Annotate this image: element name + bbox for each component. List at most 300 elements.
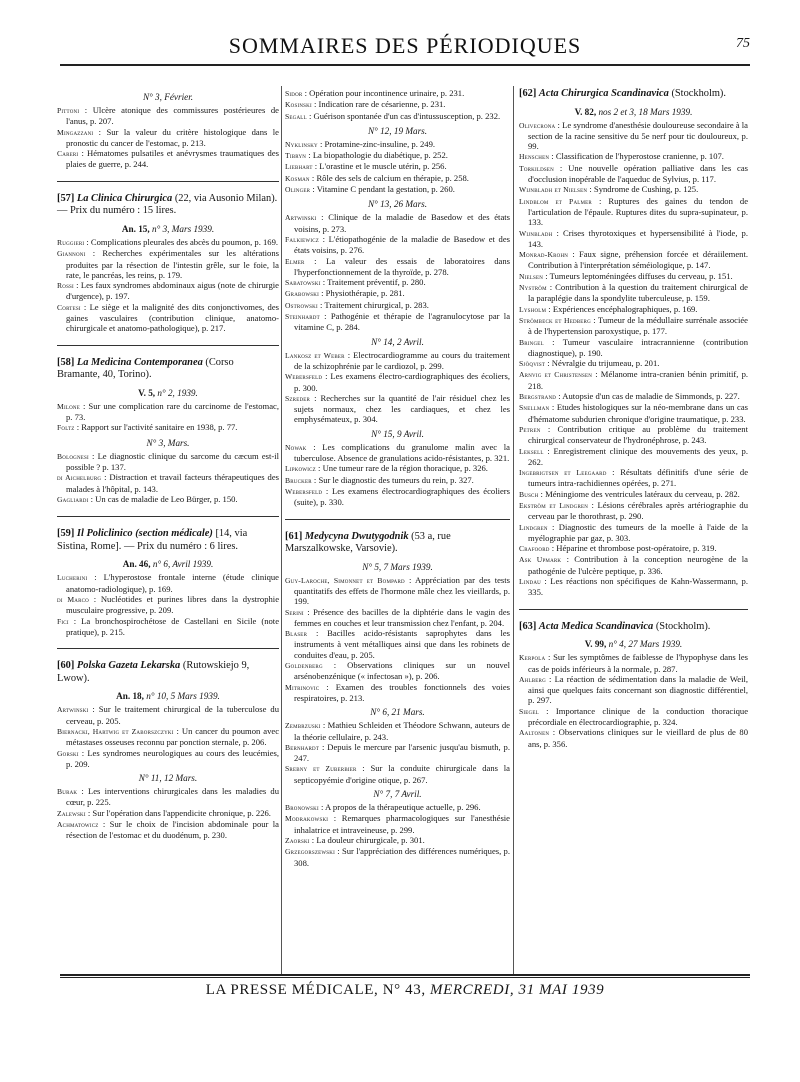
article-author: Bolognesi xyxy=(57,451,89,461)
author-separator: : xyxy=(88,493,96,504)
article-entry xyxy=(57,237,279,248)
article-author: Artwinski xyxy=(285,213,317,223)
article-title: Appréciation par des tests quantitatifs des effets de l'hormone mâle chez les vieillards, p. 199. xyxy=(294,574,510,607)
article-author: Strömbeck et Hedberg xyxy=(519,315,591,325)
issue-number: An. 46, xyxy=(122,559,151,570)
author-separator: : xyxy=(546,303,553,314)
article-title: Contribution critique au problème du traitement chirurgical conservateur de l'hydronéphrose, p. 243. xyxy=(528,423,748,446)
article-title: Mathieu Schleiden et Théodore Schwann, auteurs de la théorie cellulaire, p. 243. xyxy=(294,720,510,742)
author-separator: : xyxy=(546,282,556,293)
article-title: Diagnostic des tumeurs de la moelle à l'aide de la myélographie par gaz, p. 303. xyxy=(528,521,748,543)
issue-date: N° 13, 26 Mars. xyxy=(367,199,428,210)
author-separator: : xyxy=(543,336,563,347)
journal-heading xyxy=(57,193,279,218)
article-entry xyxy=(519,120,748,152)
journal-title: Acta Chirurgica Scandinavica xyxy=(538,88,669,99)
author-separator: : xyxy=(319,741,328,752)
article-author: Zaorski xyxy=(285,835,310,845)
header-rule xyxy=(60,64,750,66)
author-separator: : xyxy=(334,846,342,857)
article-author: Brucker xyxy=(285,475,312,485)
article-entry xyxy=(285,802,510,813)
column-left xyxy=(57,88,279,841)
article-author: Snellman xyxy=(519,403,550,413)
issue-heading xyxy=(57,772,279,784)
author-separator: : xyxy=(319,681,336,692)
column-divider xyxy=(281,86,282,974)
journal-title: Acta Medica Scandinavica xyxy=(538,620,654,632)
article-entry xyxy=(285,660,510,682)
article-title: Vitamine C pendant la gestation, p. 260. xyxy=(316,184,455,195)
article-author: Modrakowski xyxy=(285,814,329,824)
section-separator xyxy=(285,519,510,520)
article-author: Goldenberg xyxy=(285,661,323,671)
article-entry xyxy=(519,554,748,576)
article-author: Serini xyxy=(285,607,304,617)
article-entry xyxy=(285,393,510,425)
article-entry xyxy=(285,742,510,764)
article-title: Examen des troubles fonctionnels des voies respiratoires, p. 213. xyxy=(294,681,511,703)
article-entry xyxy=(285,607,510,629)
article-entry xyxy=(519,522,748,544)
article-entry xyxy=(519,184,748,195)
article-title: Enregistrement clinique des mouvements des yeux, p. 262. xyxy=(528,445,749,467)
article-title: Les réactions non spécifiques de Kahn-Wassermann, p. 335. xyxy=(528,576,748,598)
author-separator: : xyxy=(320,720,328,731)
article-entry xyxy=(285,475,510,486)
author-separator: : xyxy=(404,574,415,585)
author-separator: : xyxy=(303,606,314,617)
journal-number: [57] xyxy=(57,192,75,204)
article-author: Biernacki, Hartwig et Zaborszczyki xyxy=(57,726,174,736)
article-author: Sidor xyxy=(285,89,303,98)
article-title: Les examens électrocardiographiques des écoliers (suite), p. 330. xyxy=(294,485,510,508)
article-title: Traitement chirurgical, p. 283. xyxy=(324,299,429,310)
article-entry xyxy=(285,813,510,835)
author-separator: : xyxy=(540,576,551,587)
article-author: Nyström xyxy=(519,283,547,293)
article-entry xyxy=(285,212,510,234)
issue-date: N° 3, Mars. xyxy=(146,437,190,448)
article-author: Lindau xyxy=(519,577,541,587)
issue-heading xyxy=(285,706,510,718)
journal-title: Polska Gazeta Lekarska xyxy=(76,660,181,672)
author-separator: : xyxy=(88,704,99,715)
author-separator: : xyxy=(606,467,621,478)
article-entry xyxy=(285,835,510,846)
author-separator: : xyxy=(79,105,93,115)
article-author: Lucherini xyxy=(57,573,88,583)
author-separator: : xyxy=(88,450,98,461)
article-title: Rôle des sels de calcium en thérapie, p. 258. xyxy=(316,172,469,183)
author-separator: : xyxy=(549,727,559,738)
issue-date: n° 2, 1939. xyxy=(157,387,198,398)
article-title: Les syndromes neurologiques au cours des leucémies, p. 209. xyxy=(66,747,280,769)
article-entry xyxy=(519,402,748,424)
article-entry xyxy=(519,576,748,598)
author-separator: : xyxy=(344,349,354,360)
author-separator: : xyxy=(317,299,325,310)
journal-number: [60] xyxy=(57,660,75,672)
article-author: Bronowski xyxy=(285,803,319,813)
author-separator: : xyxy=(320,277,328,288)
issue-heading xyxy=(285,561,510,573)
page-number: 75 xyxy=(736,36,750,51)
article-author: Arnvig et Christensen xyxy=(519,370,593,380)
article-title: Les examens électro-cardiographiques des écoliers, p. 300. xyxy=(294,371,510,393)
journal-heading xyxy=(57,660,279,685)
article-author: Steinhardt xyxy=(285,312,320,322)
article-entry xyxy=(57,704,279,726)
article-author: di Aichelburg xyxy=(57,473,102,483)
issue-heading xyxy=(285,198,510,210)
article-author: Elmer xyxy=(285,256,305,266)
article-entry xyxy=(285,234,510,256)
page-title: SOMMAIRES DES PÉRIODIQUES xyxy=(228,33,582,58)
article-entry xyxy=(519,391,748,402)
author-separator: : xyxy=(84,236,91,247)
journal-title: La Medicina Contemporanea xyxy=(76,356,203,368)
article-title: Distraction et travail facteurs thérapeutiques des malades à l'hôpital, p. 143. xyxy=(66,472,280,494)
article-title: Syndrome de Cushing, p. 125. xyxy=(593,184,699,195)
issue-number: V. 99, xyxy=(584,639,607,650)
article-entry xyxy=(519,543,748,554)
author-separator: : xyxy=(587,184,594,195)
author-separator: : xyxy=(101,472,110,483)
article-author: di Marco xyxy=(57,594,89,604)
author-separator: : xyxy=(540,423,558,434)
author-separator: : xyxy=(310,392,321,403)
article-author: Pittoni xyxy=(57,106,80,115)
author-separator: : xyxy=(322,371,331,382)
article-author: Lankosz et Weber xyxy=(285,350,345,360)
article-title: Clinique de la maladie de Basedow et des états voisins, p. 273. xyxy=(294,212,510,234)
article-title: Guérison spontanée d'un cas d'intussusception, p. 232. xyxy=(313,110,501,121)
journal-number: [58] xyxy=(57,356,75,368)
author-separator: : xyxy=(318,288,326,299)
article-entry xyxy=(57,401,279,423)
issue-heading xyxy=(285,428,510,440)
page-footer xyxy=(60,974,750,1004)
article-author: Guy-Laroche, Simonnet et Bompard xyxy=(285,575,405,585)
article-title: Electrocardiogramme au cours du traitement de la schizophrénie par le cardiozol, p. 299. xyxy=(294,349,510,371)
article-title: Opération pour incontinence urinaire, p. 231. xyxy=(309,88,465,98)
section-separator xyxy=(57,345,279,346)
article-entry xyxy=(519,271,748,282)
author-separator: : xyxy=(543,445,554,456)
article-author: Cortesi xyxy=(57,302,81,312)
article-title: Remarques pharmacologiques sur l'anesthésie inhalatrice et intraveineuse, p. 299. xyxy=(294,813,510,835)
article-entry xyxy=(519,467,748,489)
article-author: Gorski xyxy=(57,748,79,758)
article-entry xyxy=(519,249,748,271)
author-separator: : xyxy=(592,369,601,380)
article-entry xyxy=(519,706,748,728)
article-title: Sur une complication rare du carcinome de l'estomac, p. 73. xyxy=(66,400,279,423)
column-right xyxy=(519,88,748,749)
article-author: Giannoni xyxy=(57,249,86,259)
article-title: A propos de la thérapeutique actuelle, p. 296. xyxy=(325,802,481,813)
article-entry xyxy=(285,311,510,333)
footer-issue: N° 43, xyxy=(382,982,426,998)
article-author: Webersfeld xyxy=(285,372,323,382)
article-author: Grabowski xyxy=(285,289,319,299)
author-separator: : xyxy=(173,725,182,736)
article-author: Mitrinovic xyxy=(285,682,320,692)
article-entry xyxy=(285,173,510,184)
author-separator: : xyxy=(538,705,556,716)
article-title: L'hyperostose frontale interne (étude clinique anatomo-radiologique), p. 169. xyxy=(66,572,280,594)
author-separator: : xyxy=(538,488,546,499)
article-title: Le syndrome d'anesthésie douloureuse secondaire à la section de la racine sensitive du 5e nerf pour tic douloureux, p. 99. xyxy=(528,119,748,152)
article-entry xyxy=(519,337,748,359)
article-title: Le siège et la malignité des dits conjonctivomes, des gaines vasculaires (contribution clinique, anatomo-chirurgicale et anatomo-pathologique), p. 217. xyxy=(66,301,279,334)
author-separator: : xyxy=(322,485,333,496)
article-title: Importance clinique de la conduction thoracique précordiale en électrocardiographie, p. 324. xyxy=(528,705,749,728)
article-title: Résultats définitifs d'une série de tumeurs intra-rachidiennes opérées, p. 271. xyxy=(528,467,749,489)
article-title: Hématomes pulsatiles et anévrysmes traumatiques des plaies de guerre, p. 244. xyxy=(66,148,279,170)
article-title: La valeur des essais de laboratoires dans l'hyperfonctionnement de la thyroïde, p. 278. xyxy=(294,255,511,277)
article-author: Torkildsen xyxy=(519,163,554,173)
author-separator: : xyxy=(561,554,575,565)
article-title: Sur la conduite chirurgicale dans la septicopyémie d'origine otique, p. 267. xyxy=(294,763,510,785)
article-author: Lipkowicz xyxy=(285,464,316,474)
author-separator: : xyxy=(555,119,563,130)
journal-number: [59] xyxy=(57,528,75,540)
article-author: Siegel xyxy=(519,706,539,716)
article-entry xyxy=(57,594,279,616)
article-author: Sabatowski xyxy=(285,278,321,288)
article-title: Tumeur de la médullaire surrénale associée à de l'hypertension paroxystique, p. 177. xyxy=(528,314,748,337)
journal-details: (Stockholm). xyxy=(671,88,726,99)
author-separator: : xyxy=(311,474,319,485)
article-author: Ahlberg xyxy=(519,674,546,684)
issue-date: nos 2 et 3, 18 Mars 1939. xyxy=(598,106,693,117)
article-author: Grzegorszewski xyxy=(285,847,335,857)
article-entry xyxy=(519,315,748,337)
article-author: Achmatowicz xyxy=(57,820,99,830)
author-separator: : xyxy=(319,311,331,322)
article-entry xyxy=(519,652,748,674)
author-separator: : xyxy=(93,126,107,137)
article-entry xyxy=(285,99,510,110)
author-separator: : xyxy=(315,463,323,474)
article-entry xyxy=(285,486,510,508)
article-entry xyxy=(57,819,279,841)
article-entry xyxy=(285,720,510,742)
author-separator: : xyxy=(73,280,81,291)
journal-number: [62] xyxy=(519,88,537,99)
article-entry xyxy=(519,674,748,706)
article-title: Recherches expérimentales sur les altérations produites par la résection de l'intestin grêle, sur le foie, la rate, le pancréas, les reins, p. 179. xyxy=(66,248,279,280)
article-entry xyxy=(285,88,510,99)
article-author: Lysholm xyxy=(519,304,547,314)
article-title: Sur le choix de l'incision abdominale pour la résection de l'estomac et du duodénum, p. 230. xyxy=(66,819,279,841)
article-entry xyxy=(285,371,510,393)
article-entry xyxy=(519,151,748,162)
page-header xyxy=(60,30,750,66)
author-separator: : xyxy=(328,813,342,824)
article-entry xyxy=(519,196,748,228)
article-entry xyxy=(57,105,279,127)
journal-heading xyxy=(285,531,510,556)
article-author: Blaser xyxy=(285,629,308,639)
issue-date: N° 11, 12 Mars. xyxy=(138,773,198,784)
article-entry xyxy=(57,726,279,748)
article-title: Sur l'opération dans l'appendicite chronique, p. 226. xyxy=(92,807,271,818)
article-author: Leksell xyxy=(519,446,544,456)
author-separator: : xyxy=(568,249,579,260)
article-entry xyxy=(57,148,279,170)
article-entry xyxy=(519,163,748,185)
article-title: Tumeurs leptoméningées diffuses du cerveau, p. 151. xyxy=(549,270,733,281)
article-entry xyxy=(57,494,279,505)
issue-heading xyxy=(57,387,279,399)
author-separator: : xyxy=(85,807,93,818)
article-author: Monrad-Krohn xyxy=(519,250,569,260)
section-separator xyxy=(519,609,748,610)
issue-number: An. 15, xyxy=(121,223,150,234)
article-title: Bacilles acido-résistants saprophytes dans les instruments à vent métalliques ainsi que dans les robinets de conduites d'eau, p. 205. xyxy=(294,628,510,660)
article-title: Présence des bacilles de la diphtérie dans le vagin des femmes en couches et leur transmission chez l'enfant, p. 204. xyxy=(294,606,510,628)
author-separator: : xyxy=(553,162,569,173)
issue-date: N° 15, 9 Avril. xyxy=(371,428,424,439)
author-separator: : xyxy=(87,572,104,583)
journal-title: Il Policlinico (section médicale) xyxy=(76,528,213,540)
article-title: Un cas de maladie de Leo Bürger, p. 150. xyxy=(95,493,238,504)
article-author: Careri xyxy=(57,149,79,159)
article-title: Pathogénie et thérapie de l'agranulocytose par la vitamine C, p. 284. xyxy=(294,311,511,333)
issue-date: N° 14, 2 Avril. xyxy=(371,336,424,347)
article-author: Lindgren xyxy=(519,522,548,532)
article-title: Névralgie du trijumeau, p. 201. xyxy=(551,358,660,369)
author-separator: : xyxy=(591,195,609,206)
article-entry xyxy=(285,628,510,660)
footer-date: MERCREDI, 31 MAI 1939 xyxy=(430,982,605,998)
article-author: Gagliardi xyxy=(57,494,89,504)
article-entry xyxy=(285,111,510,122)
article-title: Méningiome des ventricules latéraux du cerveau, p. 282. xyxy=(545,488,740,499)
article-entry xyxy=(285,150,510,161)
issue-heading xyxy=(57,690,279,702)
issue-heading xyxy=(285,125,510,137)
article-author: Srebny et Zuberbier xyxy=(285,764,357,774)
article-entry xyxy=(57,616,279,638)
author-separator: : xyxy=(311,99,319,110)
article-title: Rapport sur l'activité sanitaire en 1938, p. 77. xyxy=(81,422,238,433)
author-separator: : xyxy=(552,227,563,238)
article-entry xyxy=(57,748,279,770)
author-separator: : xyxy=(74,422,82,433)
article-author: Wijnbladh et Nielsen xyxy=(519,185,588,195)
article-title: Depuis le mercure par l'arsenic jusqu'au bismuth, p. 247. xyxy=(294,741,510,764)
article-author: Zembrzuski xyxy=(285,721,321,731)
article-title: L'orastine et le muscle utérin, p. 256. xyxy=(319,161,447,172)
article-title: Sur l'appréciation des différences numériques, p. 308. xyxy=(294,846,511,868)
issue-date: N° 7, 7 Avril. xyxy=(373,789,422,800)
author-separator: : xyxy=(77,786,88,797)
journal-details: (53 a, rue Marszalkowske, Varsovie). xyxy=(285,530,451,555)
article-entry xyxy=(519,228,748,250)
article-entry xyxy=(57,572,279,594)
article-entry xyxy=(285,463,510,474)
article-title: La biopathologie du diabétique, p. 252. xyxy=(312,150,448,161)
article-title: La réaction de sédimentation dans la maladie de Weil, ainsi que quelques faits concernant son diagnostic différentiel, p. 297. xyxy=(528,673,748,706)
author-separator: : xyxy=(310,184,317,195)
article-entry xyxy=(285,256,510,278)
article-author: Szreder xyxy=(285,393,311,403)
journal-heading xyxy=(57,357,279,382)
journal-details: [14, via Sistina, Rome]. — Prix du numéro : 6 lires. xyxy=(57,528,248,552)
issue-date: n° 10, 5 Mars 1939. xyxy=(146,691,220,702)
journal-details: (22, via Ausonio Milan). — Prix du numéro : 15 lires. xyxy=(57,192,278,217)
article-title: Autopsie d'un cas de maladie de Simmonds, p. 227. xyxy=(562,391,740,402)
article-author: Sjöqvist xyxy=(519,359,546,369)
article-author: Mingazzani xyxy=(57,127,94,137)
article-author: Olinger xyxy=(285,185,311,195)
author-separator: : xyxy=(549,151,556,162)
article-entry xyxy=(285,442,510,464)
article-title: Lésions cérébrales après artériographie du cerveau par le thorothrast, p. 290. xyxy=(528,499,748,522)
article-title: Indication rare de césarienne, p. 231. xyxy=(318,99,446,110)
article-author: Fici xyxy=(57,616,69,626)
author-separator: : xyxy=(98,819,110,830)
article-title: Expériences encéphalographiques, p. 169. xyxy=(552,303,698,314)
article-author: Kerpola xyxy=(519,653,546,663)
author-separator: : xyxy=(549,402,557,413)
article-entry xyxy=(57,422,279,433)
article-title: Recherches sur la quantité de l'air résiduel chez les sujets normaux, chez les cardiaques, et chez les emphysémateux, p. 304. xyxy=(294,392,511,425)
journal-title: La Clinica Chirurgica xyxy=(76,192,173,204)
article-title: La douleur chirurgicale, p. 301. xyxy=(316,834,425,845)
article-title: Ulcère atonique des commissures postérieures de l'anus, p. 207. xyxy=(66,105,279,127)
issue-number: An. 18, xyxy=(116,691,144,702)
article-title: La bronchospirochétose de Castellani en Sicile (note pratique), p. 215. xyxy=(66,615,280,637)
author-separator: : xyxy=(79,400,89,411)
article-author: Segall xyxy=(285,111,307,121)
article-title: Contribution à la question du traitement chirurgical de la paraplégie dans la spondylite tuberculeuse, p. 159. xyxy=(528,282,748,304)
journal-number: [61] xyxy=(285,530,303,542)
article-entry xyxy=(57,127,279,149)
article-title: Les faux syndromes abdominaux aigus (note de chirurgie d'urgence), p. 197. xyxy=(66,280,279,302)
article-title: Nucléotides et purines libres dans la dystrophie musculaire progressive, p. 209. xyxy=(66,593,280,616)
author-separator: : xyxy=(545,358,552,369)
issue-date: n° 6, Avril 1939. xyxy=(152,559,214,570)
author-separator: : xyxy=(556,391,563,402)
author-separator: : xyxy=(312,161,320,172)
article-title: Crises thyrotoxiques et hypersensibilité à l'iode, p. 143. xyxy=(528,227,748,249)
footer-publication: LA PRESSE MÉDICALE, xyxy=(205,982,379,998)
issue-heading xyxy=(57,437,279,449)
issue-heading xyxy=(57,91,279,103)
article-author: Kosinski xyxy=(285,100,312,110)
author-separator: : xyxy=(545,652,554,663)
author-separator: : xyxy=(316,212,329,223)
article-entry xyxy=(57,451,279,473)
article-title: Une nouvelle opération palliative dans les cas d'occlusion inopérable de l'aqueduc de Sylvius, p. 117. xyxy=(528,162,749,185)
article-entry xyxy=(285,350,510,372)
article-author: Bergstrand xyxy=(519,392,557,402)
article-entry xyxy=(57,280,279,302)
article-author: Zalewski xyxy=(57,808,86,818)
author-separator: : xyxy=(317,138,325,149)
article-title: Les complications du granulome malin avec la tuberculose. Absence de granulations acido-résistantes, p. 321. xyxy=(294,441,511,464)
issue-heading xyxy=(57,223,279,235)
article-title: Sur le diagnostic des tumeurs du rein, p. 327. xyxy=(318,474,474,485)
article-entry xyxy=(57,786,279,808)
article-title: Héparine et thrombose post-opératoire, p. 319. xyxy=(556,543,717,554)
article-author: Burak xyxy=(57,787,78,797)
